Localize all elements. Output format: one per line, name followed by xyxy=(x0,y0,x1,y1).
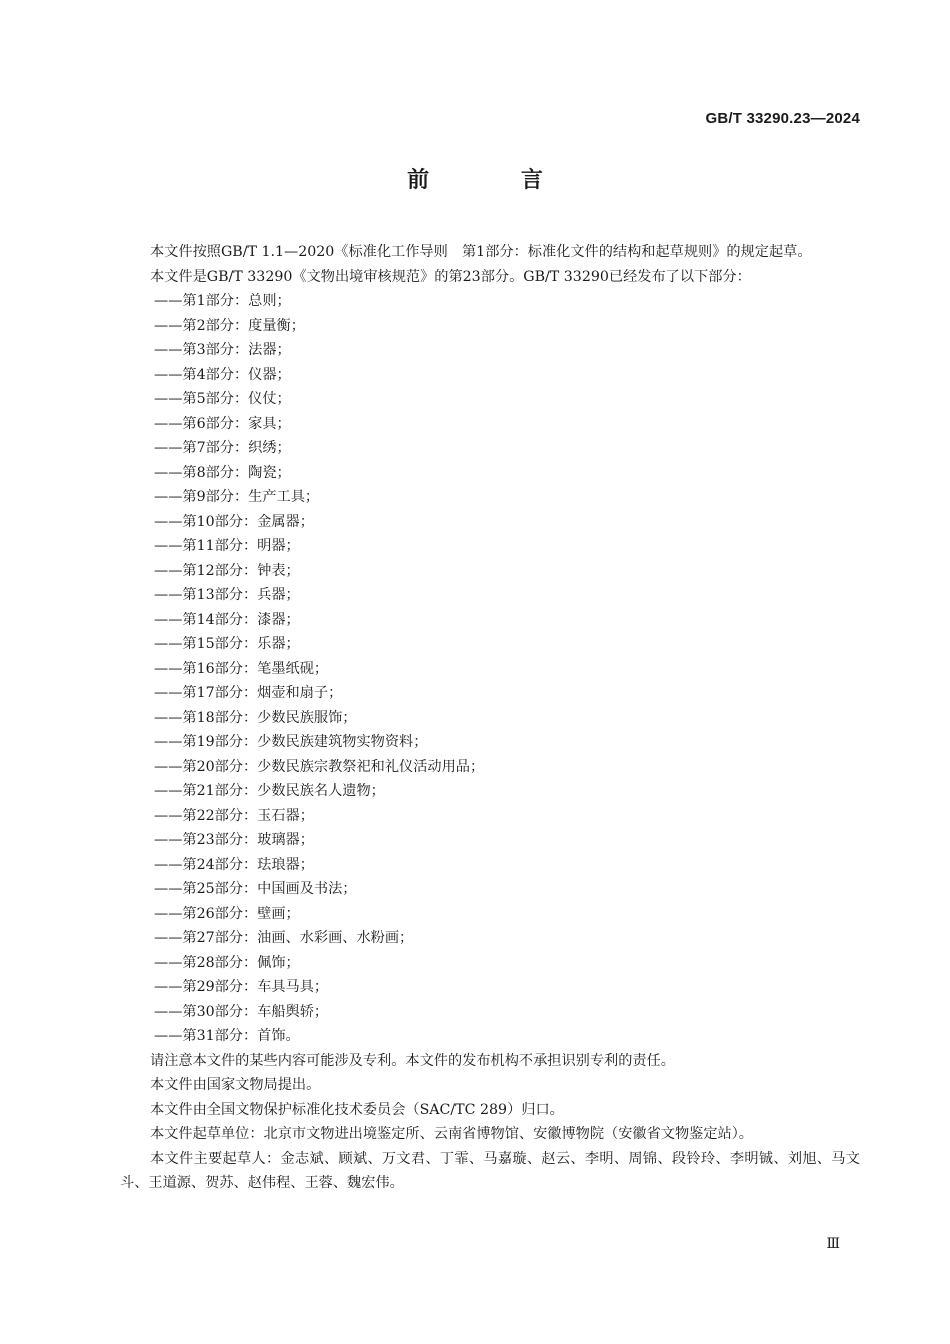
list-item: ——第5部分：仪仗； xyxy=(154,391,291,407)
document-body xyxy=(120,240,860,1196)
list-item: ——第26部分：壁画； xyxy=(154,905,300,922)
list-item: ——第13部分：兵器； xyxy=(154,587,300,603)
list-item: ——第2部分：度量衡； xyxy=(154,317,305,334)
paragraph-drafting-basis: 本文件按照GB/T 1.1—2020《标准化工作导则 第1部分：标准化文件的结构和起草规则》的规定起草。 xyxy=(150,244,812,260)
list-item: ——第15部分：乐器； xyxy=(154,636,300,652)
paragraph-administrator: 本文件由全国文物保护标准化技术委员会（SAC/TC 289）归口。 xyxy=(150,1101,564,1118)
list-item: ——第20部分：少数民族宗教祭祀和礼仪活动用品； xyxy=(154,758,485,775)
list-item: ——第9部分：生产工具； xyxy=(154,489,320,505)
page-title: 前 言 xyxy=(407,168,585,193)
list-item: ——第10部分：金属器； xyxy=(154,513,314,530)
list-item: ——第11部分：明器； xyxy=(154,538,300,554)
list-item: ——第30部分：车船舆轿； xyxy=(154,1003,329,1020)
paragraph-drafting-units: 本文件起草单位：北京市文物进出境鉴定所、云南省博物馆、安徽博物院（安徽省文物鉴定站）。 xyxy=(150,1126,753,1142)
paragraph-proposer: 本文件由国家文物局提出。 xyxy=(150,1077,321,1093)
list-item: ——第21部分：少数民族名人遗物； xyxy=(154,783,385,799)
list-item: ——第8部分：陶瓷； xyxy=(154,464,291,481)
list-item: ——第29部分：车具马具； xyxy=(154,979,329,995)
list-item: ——第3部分：法器； xyxy=(154,342,291,358)
list-item: ——第19部分：少数民族建筑物实物资料； xyxy=(154,734,428,750)
list-item: ——第28部分：佩饰； xyxy=(154,954,300,971)
list-item: ——第24部分：珐琅器； xyxy=(154,856,314,873)
list-item: ——第12部分：钟表； xyxy=(154,562,300,579)
list-item: ——第16部分：笔墨纸砚； xyxy=(154,660,329,677)
list-item: ——第17部分：烟壶和扇子； xyxy=(154,685,343,701)
list-item: ——第18部分：少数民族服饰； xyxy=(154,709,357,726)
list-item: ——第25部分：中国画及书法； xyxy=(154,881,357,897)
standard-code: GB/T 33290.23—2024 xyxy=(705,110,860,127)
list-item: ——第31部分：首饰。 xyxy=(154,1028,300,1044)
parts-list xyxy=(120,289,860,1049)
list-item: ——第6部分：家具； xyxy=(154,415,291,432)
list-item: ——第1部分：总则； xyxy=(154,293,291,309)
list-item: ——第22部分：玉石器； xyxy=(154,807,314,824)
paragraph-series-intro: 本文件是GB/T 33290《文物出境审核规范》的第23部分。GB/T 33290已经发布了以下部分： xyxy=(150,268,751,285)
list-item: ——第14部分：漆器； xyxy=(154,611,300,628)
list-item: ——第27部分：油画、水彩画、水粉画； xyxy=(154,930,414,946)
page-number: Ⅲ xyxy=(826,1236,840,1252)
list-item: ——第4部分：仪器； xyxy=(154,366,291,383)
list-item: ——第7部分：织绣； xyxy=(154,440,291,456)
list-item: ——第23部分：玻璃器； xyxy=(154,832,314,848)
paragraph-patent-notice: 请注意本文件的某些内容可能涉及专利。本文件的发布机构不承担识别专利的责任。 xyxy=(150,1052,675,1069)
paragraph-drafters: 本文件主要起草人：金志斌、顾斌、万文君、丁霏、马嘉璇、赵云、李明、周锦、段铃玲、李明铖、刘旭、马文斗、王道源、贺苏、赵伟程、王蓉、魏宏伟。 xyxy=(120,1150,860,1191)
